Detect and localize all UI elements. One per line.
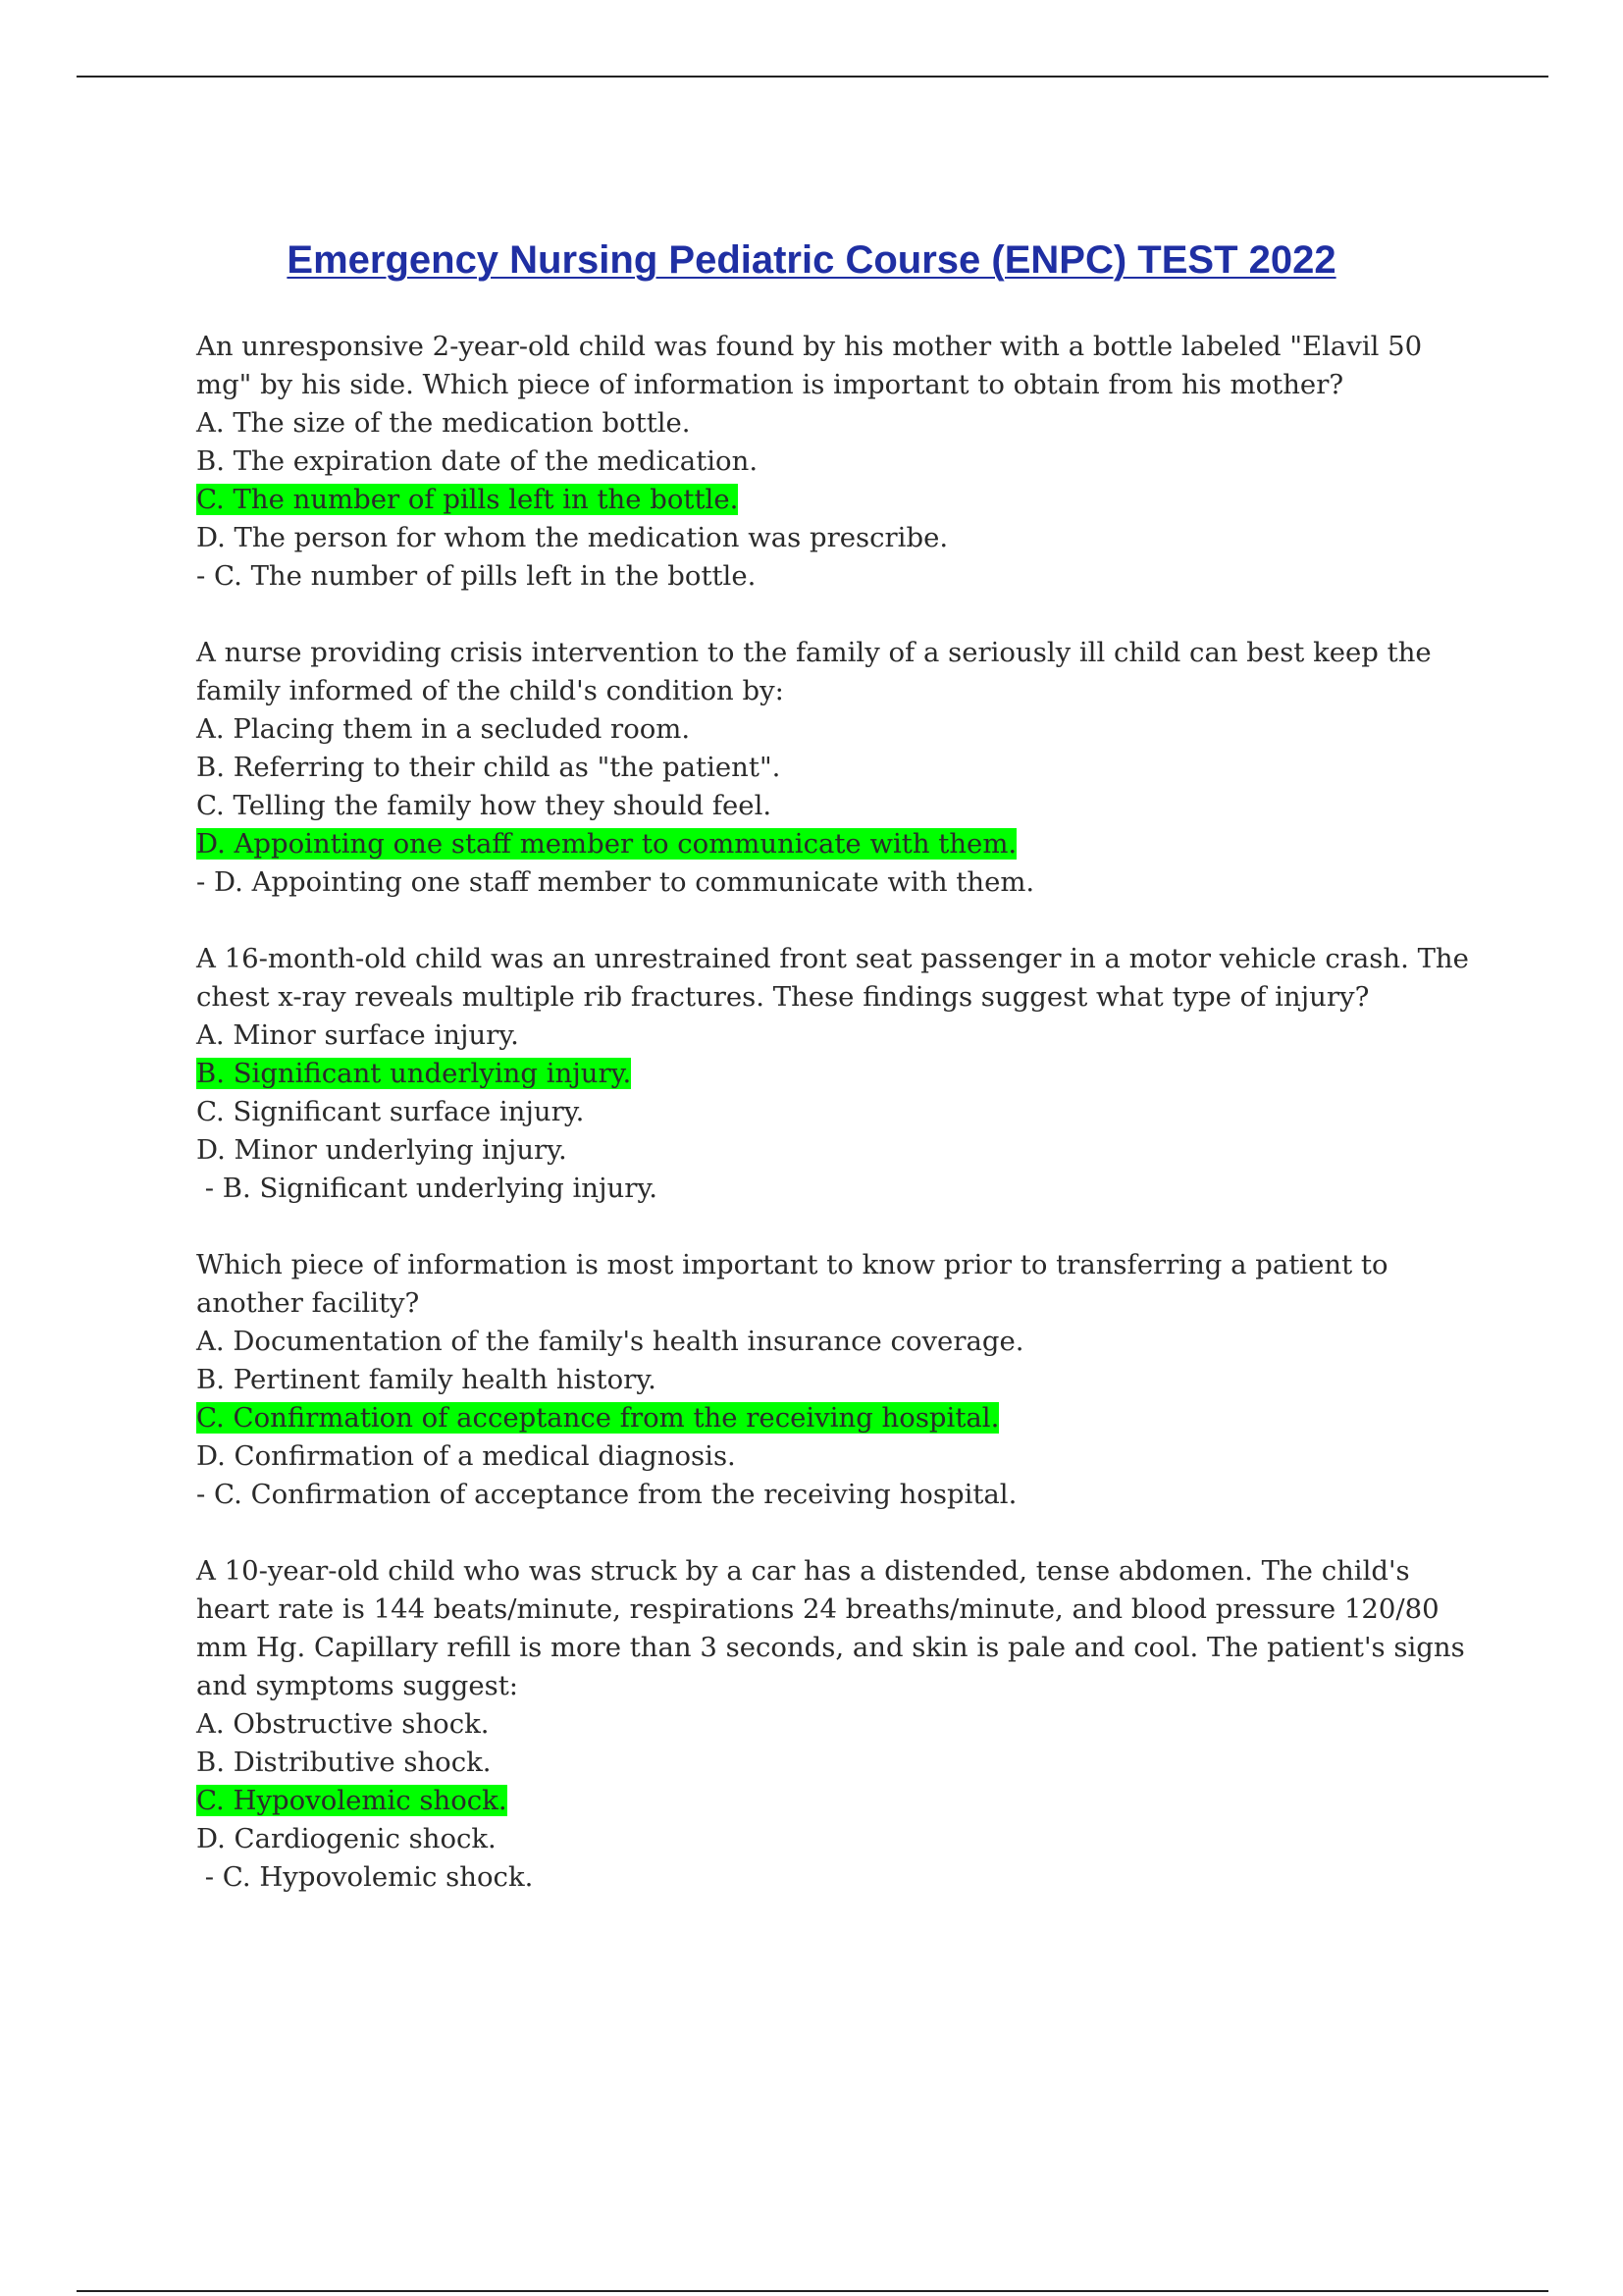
option-a: A. Obstructive shock. [196, 1708, 490, 1740]
option-b: B. Distributive shock. [196, 1747, 492, 1778]
answer-line: - C. Confirmation of acceptance from the receiving hospital. [196, 1479, 1018, 1510]
option-c-correct: C. Confirmation of acceptance from the receiving hospital. [196, 1402, 1000, 1434]
option-d-correct: D. Appointing one staff member to communicate with them. [196, 828, 1018, 860]
question-text: A 16-month-old child was an unrestrained front seat passenger in a motor vehicle crash. The chest x-ray reveals multiple rib fractures. These findings suggest what type of injury? [196, 943, 1478, 1013]
option-c: C. Telling the family how they should feel. [196, 790, 772, 821]
question-text: A nurse providing crisis intervention to the family of a seriously ill child can best keep the family informed of the child's condition by: [196, 637, 1440, 706]
option-d: D. Minor underlying injury. [196, 1134, 567, 1166]
option-c-correct: C. Hypovolemic shock. [196, 1785, 507, 1816]
question-4 [196, 1246, 1472, 1514]
answer-line: - C. Hypovolemic shock. [196, 1861, 534, 1893]
option-b: B. Referring to their child as "the patient". [196, 752, 781, 783]
option-d: D. Confirmation of a medical diagnosis. [196, 1440, 736, 1472]
top-rule [77, 76, 1548, 78]
question-2 [196, 634, 1472, 902]
question-1 [196, 328, 1472, 596]
option-a: A. The size of the medication bottle. [196, 407, 691, 439]
option-d: D. The person for whom the medication was prescribe. [196, 522, 949, 553]
option-d: D. Cardiogenic shock. [196, 1823, 497, 1854]
option-c-correct: C. The number of pills left in the bottle. [196, 484, 739, 515]
question-text: A 10-year-old child who was struck by a car has a distended, tense abdomen. The child's heart rate is 144 beats/minute, respirations 24 breaths/minute, and blood pressure 120/80 mm Hg. Capillary refill is more than 3 seconds, and skin is pale and cool. The patient's signs and symptoms suggest: [196, 1555, 1474, 1701]
option-b-correct: B. Significant underlying injury. [196, 1058, 632, 1089]
question-list [196, 328, 1478, 1935]
option-a: A. Placing them in a secluded room. [196, 713, 691, 745]
question-5 [196, 1552, 1472, 1897]
option-b: B. Pertinent family health history. [196, 1364, 656, 1395]
document-title: Emergency Nursing Pediatric Course (ENPC) TEST 2022 [287, 238, 1336, 282]
question-3 [196, 940, 1478, 1208]
option-a: A. Documentation of the family's health insurance coverage. [196, 1326, 1024, 1357]
question-text: Which piece of information is most important to know prior to transferring a patient to another facility? [196, 1249, 1397, 1319]
bottom-rule [77, 2290, 1548, 2292]
option-c: C. Significant surface injury. [196, 1096, 585, 1127]
answer-line: - D. Appointing one staff member to communicate with them. [196, 866, 1035, 898]
answer-line: - C. The number of pills left in the bottle. [196, 560, 757, 592]
answer-line: - B. Significant underlying injury. [196, 1173, 658, 1204]
option-a: A. Minor surface injury. [196, 1019, 519, 1051]
option-b: B. The expiration date of the medication. [196, 445, 759, 477]
question-text: An unresponsive 2-year-old child was found by his mother with a bottle labeled "Elavil 50 mg" by his side. Which piece of information is important to obtain from his mother? [196, 331, 1431, 400]
